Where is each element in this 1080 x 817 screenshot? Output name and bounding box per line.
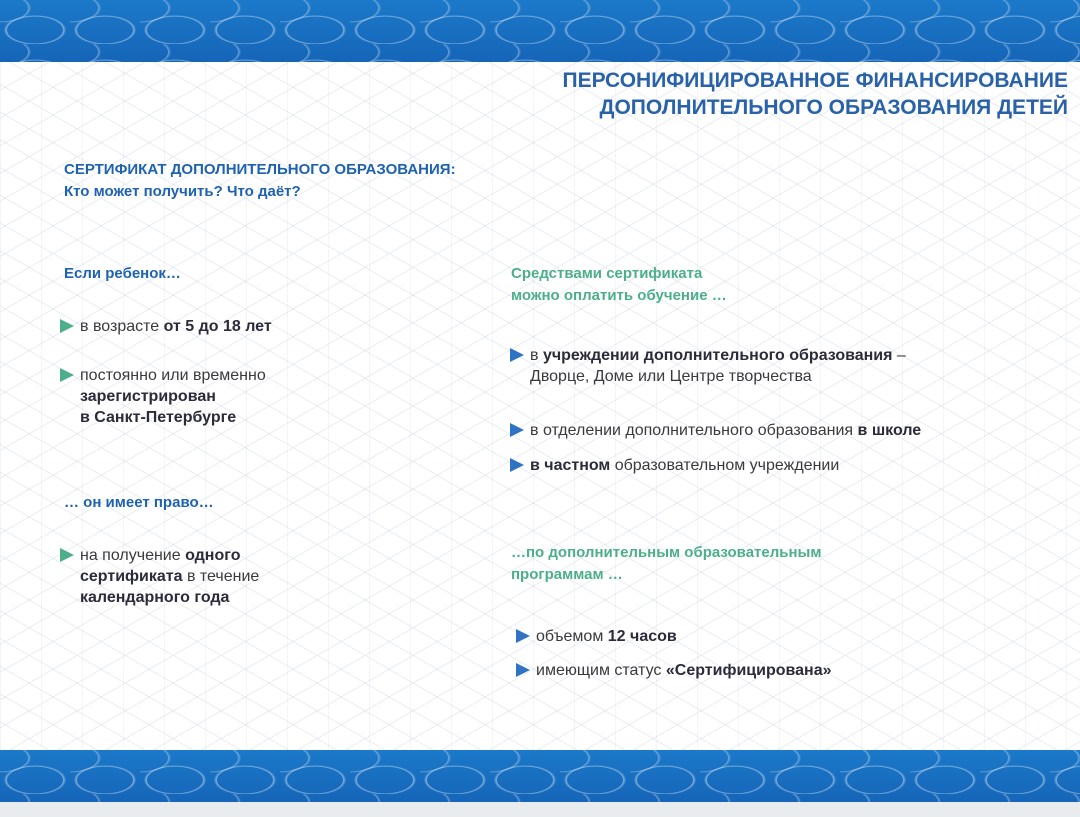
list-item-private: в частном образовательном учреждении <box>530 455 1070 476</box>
list-item-age: в возрасте от 5 до 18 лет <box>80 316 400 337</box>
arrow-right-icon <box>60 548 74 562</box>
right-heading-pay: Средствами сертификата можно оплатить обучение … <box>511 265 727 304</box>
list-item-school: в отделении дополнительного образования в школе <box>530 420 1075 441</box>
arrow-right-icon <box>60 319 74 333</box>
certificate-subheading <box>64 159 684 203</box>
list-item-hours: объемом 12 часов <box>536 626 1036 647</box>
subhead-line-1: СЕРТИФИКАТ ДОПОЛНИТЕЛЬНОГО ОБРАЗОВАНИЯ: <box>64 161 456 178</box>
top-decorative-band <box>0 0 1080 62</box>
arrow-right-icon <box>510 458 524 472</box>
left-heading-has-right: … он имеет право… <box>64 494 214 511</box>
left-heading-if-child: Если ребенок… <box>64 265 181 282</box>
arrow-right-icon <box>516 663 530 677</box>
list-item-one-certificate: на получение одного сертификата в течение календарного года <box>80 545 400 608</box>
page-title <box>348 67 1068 121</box>
list-item-registered: постоянно или временно зарегистрирован в Санкт-Петербурге <box>80 365 400 428</box>
list-item-institution: в учреждении дополнительного образования – Дворце, Доме или Центре творчества <box>530 345 1070 387</box>
title-line-2: ДОПОЛНИТЕЛЬНОГО ОБРАЗОВАНИЯ ДЕТЕЙ <box>599 96 1068 119</box>
subhead-line-2: Кто может получить? Что даёт? <box>64 183 301 200</box>
arrow-right-icon <box>510 348 524 362</box>
arrow-right-icon <box>516 629 530 643</box>
bottom-gray-strip <box>0 802 1080 817</box>
title-line-1: ПЕРСОНИФИЦИРОВАННОЕ ФИНАНСИРОВАНИЕ <box>562 69 1068 92</box>
arrow-right-icon <box>60 368 74 382</box>
list-item-status: имеющим статус «Сертифицирована» <box>536 660 1036 681</box>
right-heading-programs: …по дополнительным образовательным программам … <box>511 544 822 583</box>
arrow-right-icon <box>510 423 524 437</box>
bottom-decorative-band <box>0 750 1080 802</box>
